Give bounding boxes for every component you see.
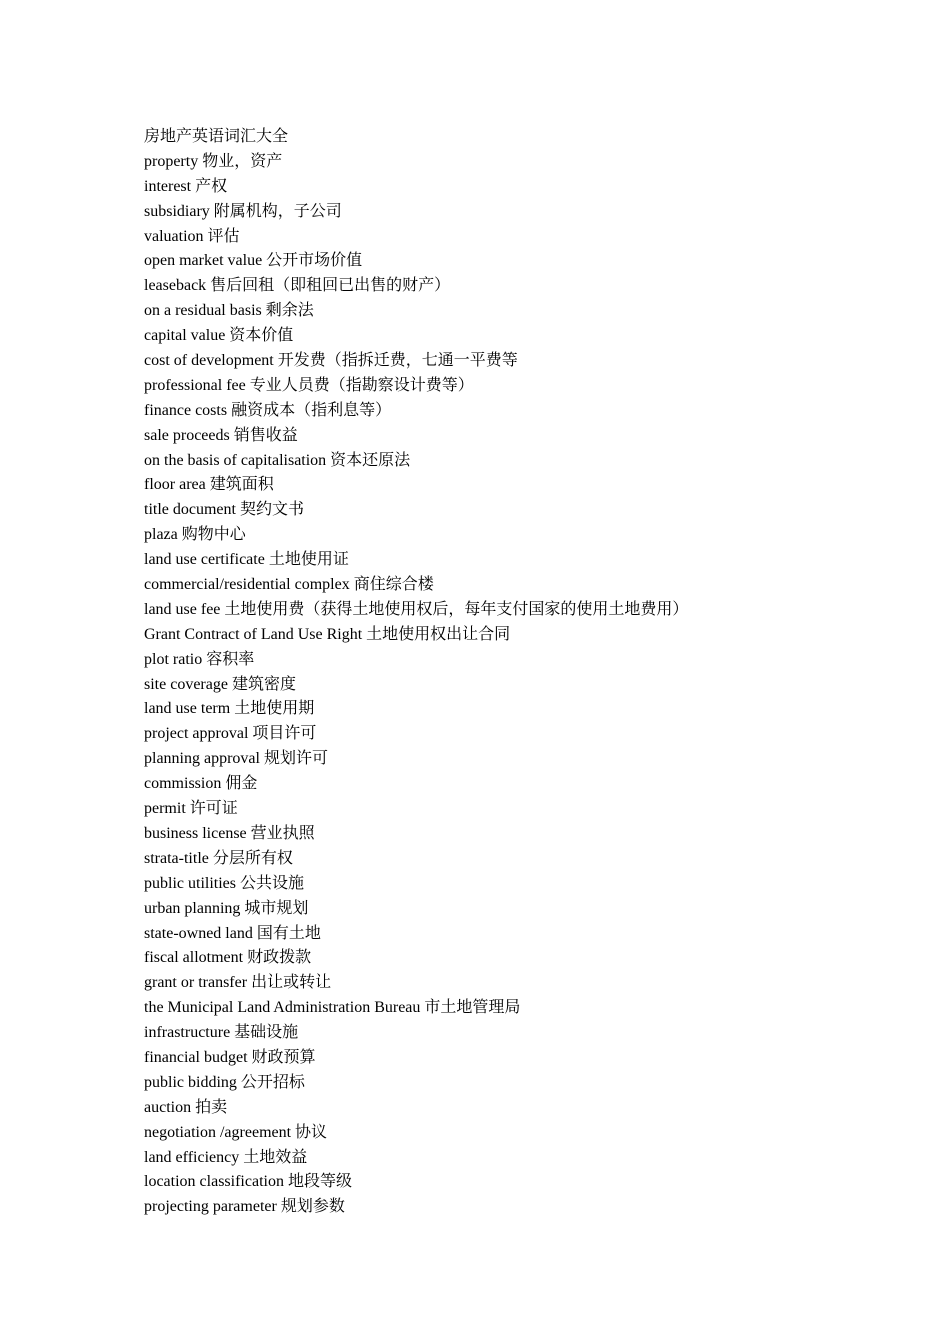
vocabulary-entry: capital value 资本价值 [144,327,294,345]
vocabulary-entry: on a residual basis 剩余法 [144,302,314,320]
vocabulary-entry: land efficiency 土地效益 [144,1148,308,1166]
vocabulary-entry: grant or transfer 出让或转让 [144,974,332,992]
vocabulary-entry: financial budget 财政预算 [144,1048,316,1066]
vocabulary-entry: Grant Contract of Land Use Right 土地使用权出让合同 [144,625,511,643]
vocabulary-entry: on the basis of capitalisation 资本还原法 [144,451,411,469]
vocabulary-entry: plaza 购物中心 [144,526,246,544]
vocabulary-entry: urban planning 城市规划 [144,899,309,917]
vocabulary-entry: leaseback 售后回租（即租回已出售的财产） [144,277,451,295]
vocabulary-entry: public utilities 公共设施 [144,874,304,892]
vocabulary-entry: site coverage 建筑密度 [144,675,296,693]
vocabulary-entry: interest 产权 [144,177,228,195]
vocabulary-entry: valuation 评估 [144,227,240,245]
vocabulary-entry: permit 许可证 [144,800,238,818]
vocabulary-entry: professional fee 专业人员费（指勘察设计费等） [144,376,474,394]
vocabulary-entry: commercial/residential complex 商住综合楼 [144,576,434,594]
vocabulary-entry: land use term 土地使用期 [144,700,315,718]
vocabulary-entry: negotiation /agreement 协议 [144,1123,328,1141]
vocabulary-entry: location classification 地段等级 [144,1173,352,1191]
document-title: 房地产英语词汇大全 [144,128,289,145]
vocabulary-entry: state-owned land 国有土地 [144,924,321,942]
vocabulary-entry: title document 契约文书 [144,501,304,519]
vocabulary-entry: strata-title 分层所有权 [144,849,293,867]
vocabulary-list [144,150,904,1220]
vocabulary-entry: the Municipal Land Administration Bureau 市土地管理局 [144,999,521,1017]
vocabulary-entry: projecting parameter 规划参数 [144,1198,345,1216]
vocabulary-entry: sale proceeds 销售收益 [144,426,298,444]
vocabulary-entry: public bidding 公开招标 [144,1073,305,1091]
vocabulary-entry: land use certificate 土地使用证 [144,551,349,569]
vocabulary-entry: floor area 建筑面积 [144,476,274,494]
vocabulary-entry: property 物业，资产 [144,152,283,170]
vocabulary-entry: business license 营业执照 [144,824,315,842]
vocabulary-entry: subsidiary 附属机构，子公司 [144,202,342,220]
vocabulary-entry: fiscal allotment 财政拨款 [144,949,312,967]
vocabulary-entry: cost of development 开发费（指拆迁费，七通一平费等 [144,352,518,370]
vocabulary-entry: finance costs 融资成本（指利息等） [144,401,392,419]
vocabulary-entry: project approval 项目许可 [144,725,317,743]
vocabulary-entry: plot ratio 容积率 [144,650,255,668]
vocabulary-entry: planning approval 规划许可 [144,750,328,768]
vocabulary-entry: auction 拍卖 [144,1098,228,1116]
vocabulary-entry: infrastructure 基础设施 [144,1024,299,1042]
vocabulary-entry: open market value 公开市场价值 [144,252,363,270]
vocabulary-entry: land use fee 土地使用费（获得土地使用权后，每年支付国家的使用土地费用） [144,600,689,618]
document-body [144,125,904,1220]
vocabulary-entry: commission 佣金 [144,775,258,793]
